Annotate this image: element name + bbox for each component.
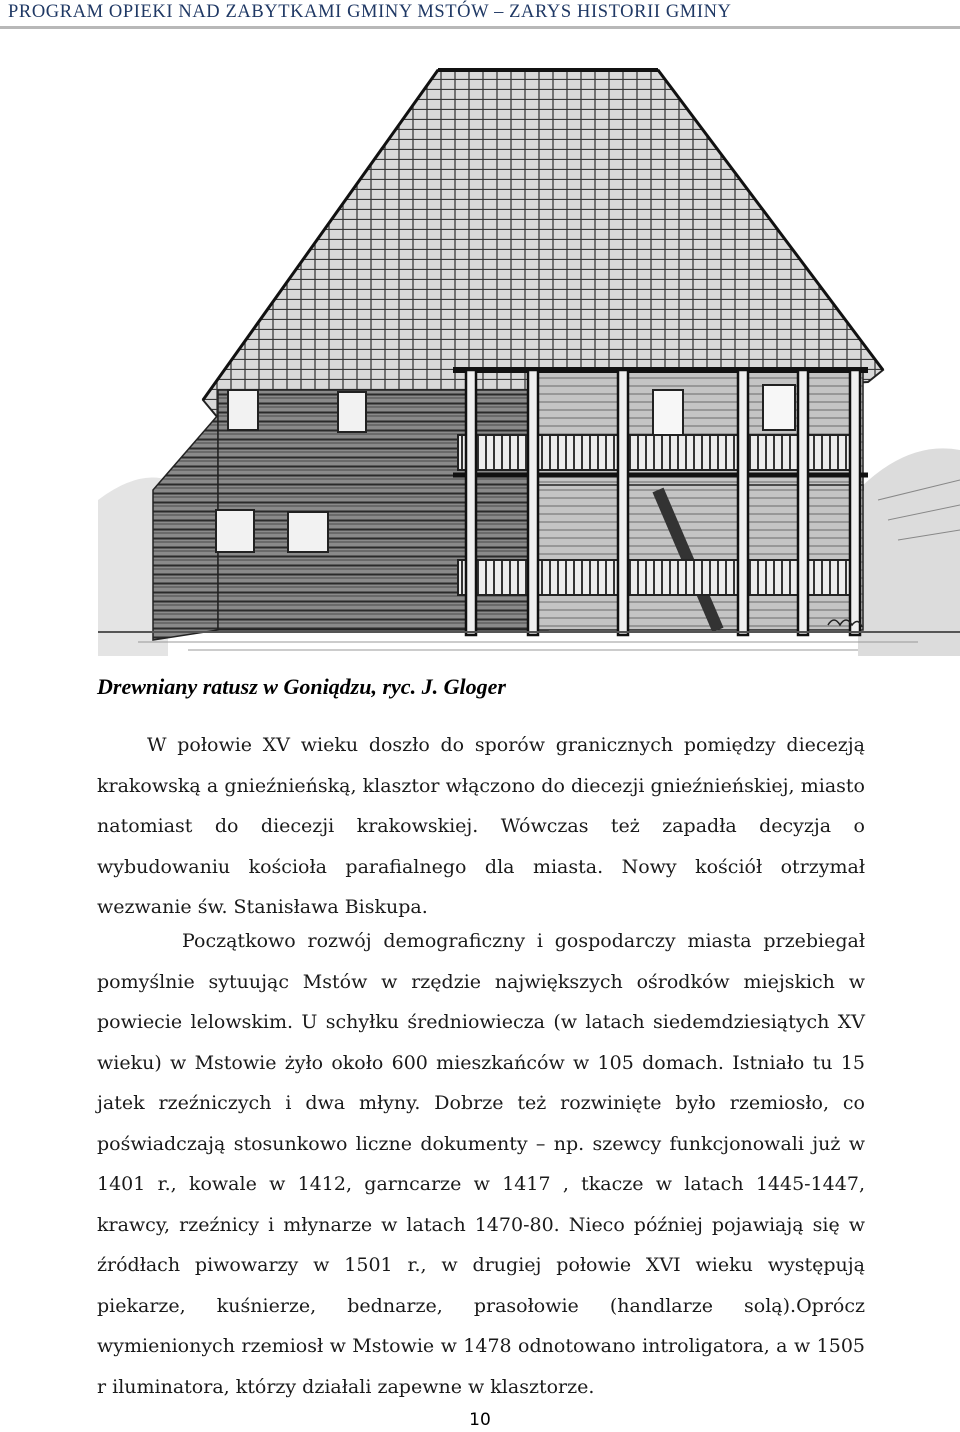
paragraph-1	[97, 725, 865, 928]
town-hall-engraving	[98, 30, 960, 656]
paragraph-1-text: W połowie XV wieku doszło do sporów granicznych pomiędzy diecezją krakowską a gnieźnieńską, klasztor włączono do diecezji gnieźnieńskiej, miasto natomiast do diecezji krakowskiej. Wówczas też zapadła decyzja o wybudowaniu kościoła parafialnego dla miasta. Nowy kościół otrzymał wezwanie św. Stanisława Biskupa.	[97, 734, 865, 918]
paragraph-2	[97, 921, 865, 1407]
header-rule	[0, 26, 960, 29]
figure-caption: Drewniany ratusz w Goniądzu, ryc. J. Gloger	[97, 674, 506, 699]
page-number: 10	[469, 1410, 491, 1430]
paragraph-2-text: Początkowo rozwój demograficzny i gospodarczy miasta przebiegał pomyślnie sytuując Mstów w rzędzie największych ośrodków miejskich w powiecie lelowskim. U schyłku średniowiecza (w latach siedemdziesiątych XV wieku) w Mstowie żyło około 600 mieszkańców w 105 domach. Istniało tu 15 jatek rzeźniczych i dwa młyny. Dobrze też rozwinięte było rzemiosło, co poświadczają stosunkowo liczne dokumenty – np. szewcy funkcjonowali już w 1401 r., kowale w 1412, garncarze w 1417 , tkacze w latach 1445-1447, krawcy, rzeźnicy i młynarze w latach 1470-80. Nieco później pojawiają się w źródłach piwowarzy w 1501 r., w drugiej połowie XVI wieku występują piekarze, kuśnierze, bednarze, prasołowie (handlarze solą).Oprócz wymienionych rzemiosł w Mstowie w 1478 odnotowano introligatora, a w 1505 r iluminatora, którzy działali zapewne w klasztorze.	[97, 930, 865, 1398]
running-header: PROGRAM OPIEKI NAD ZABYTKAMI GMINY MSTÓW – ZARYS HISTORII GMINY	[8, 2, 732, 22]
